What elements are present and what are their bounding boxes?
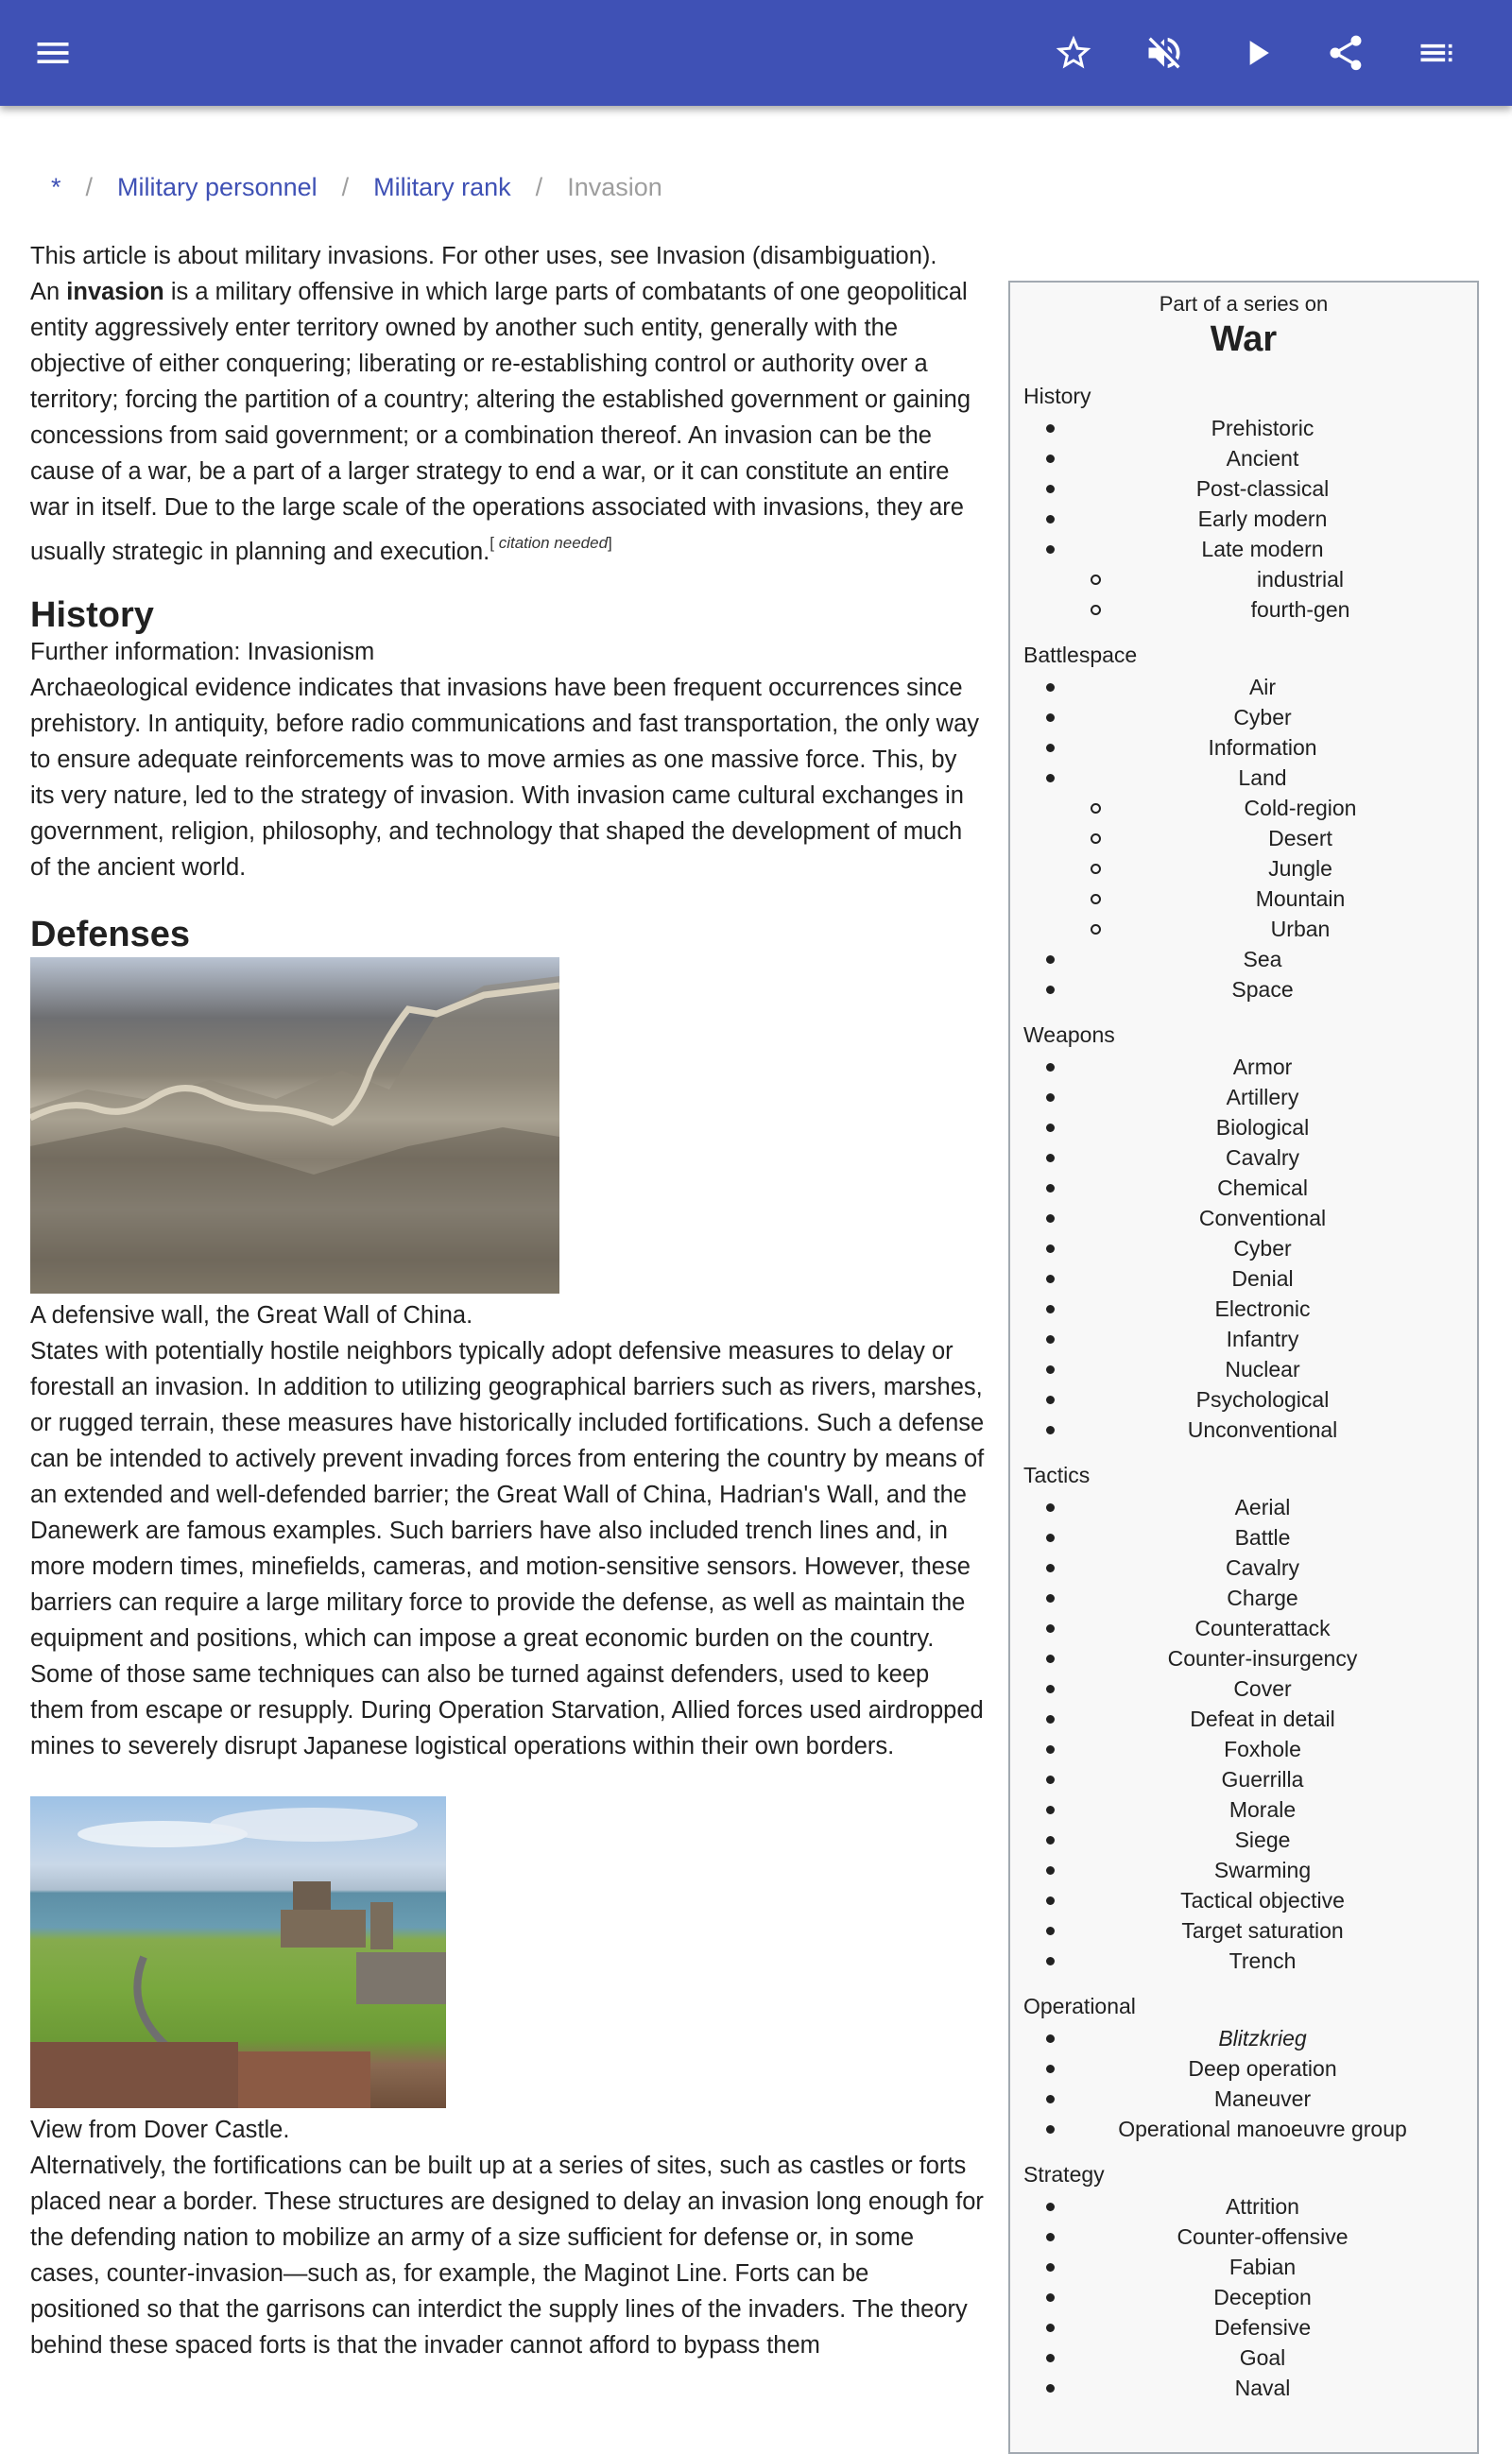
sidebar-subitem[interactable]: Cold-region <box>1010 793 1477 823</box>
sidebar-section-battlespace <box>1010 638 1477 1004</box>
dover-castle-image[interactable] <box>30 1796 446 2108</box>
sidebar-item[interactable]: Blitzkrieg <box>1010 2023 1477 2053</box>
share-button[interactable] <box>1323 30 1368 76</box>
sidebar-section-history <box>1010 379 1477 625</box>
sidebar-item[interactable]: Operational manoeuvre group <box>1010 2114 1477 2144</box>
sidebar-item[interactable]: Air <box>1010 672 1477 702</box>
sidebar-item[interactable]: Defeat in detail <box>1010 1704 1477 1734</box>
sidebar-section-tactics <box>1010 1458 1477 1976</box>
sidebar-item[interactable]: Guerrilla <box>1010 1764 1477 1794</box>
sidebar-item[interactable]: Maneuver <box>1010 2084 1477 2114</box>
sidebar-subitem[interactable]: fourth-gen <box>1010 594 1477 625</box>
sidebar-heading: History <box>1023 384 1091 408</box>
menu-button[interactable] <box>30 30 76 76</box>
sidebar-list <box>1010 2191 1477 2403</box>
great-wall-image[interactable] <box>30 957 559 1294</box>
sidebar-item[interactable]: Swarming <box>1010 1855 1477 1885</box>
sidebar-item[interactable]: Charge <box>1010 1583 1477 1613</box>
sidebar-list <box>1010 2023 1477 2144</box>
hatnote[interactable]: This article is about military invasions. For other uses, see Invasion (disambiguation). <box>30 243 937 269</box>
section-heading-defenses: Defenses <box>30 915 190 954</box>
bookmark-button[interactable] <box>1051 30 1096 76</box>
play-button[interactable] <box>1234 30 1280 76</box>
sidebar-heading: Operational <box>1023 1994 1136 2018</box>
sidebar-heading: Weapons <box>1023 1022 1115 1047</box>
defenses-paragraph-2: Alternatively, the fortifications can be built up at a series of sites, such as castles or forts placed near a border. These structures are designed to delay an invasion long enough for the defending nation to mobilize an army of a size sufficient for defense or, in some cases, counter-invasion—such as, for example, the Maginot Line. Forts can be positioned so that the garrisons can interdict the supply lines of the invaders. The theory behind these spaced forts is that the invader cannot afford to bypass them <box>30 2153 984 2359</box>
sidebar-item[interactable]: Late modern <box>1010 534 1477 564</box>
breadcrumb-military-rank[interactable]: Military rank <box>373 173 511 201</box>
citation-bracket: ] <box>608 534 612 552</box>
sidebar-list <box>1010 672 1477 1004</box>
citation-needed[interactable] <box>490 534 612 552</box>
sidebar-subitem[interactable]: Urban <box>1010 914 1477 944</box>
sidebar-item[interactable]: Siege <box>1010 1825 1477 1855</box>
sidebar-item[interactable]: Deep operation <box>1010 2053 1477 2084</box>
sidebar-item[interactable]: Post-classical <box>1010 473 1477 504</box>
sidebar-list <box>1010 1052 1477 1445</box>
sidebar-item[interactable]: Naval <box>1010 2373 1477 2403</box>
sidebar-item[interactable]: Foxhole <box>1010 1734 1477 1764</box>
sidebar-item[interactable]: Electronic <box>1010 1294 1477 1324</box>
section-heading-history: History <box>30 595 154 635</box>
intro-text: An <box>30 279 67 305</box>
sidebar-item[interactable]: Chemical <box>1010 1173 1477 1203</box>
sidebar-item[interactable]: Aerial <box>1010 1492 1477 1522</box>
menu-icon <box>32 32 74 74</box>
sidebar-heading: Battlespace <box>1023 643 1138 667</box>
sidebar-section-operational <box>1010 1989 1477 2144</box>
war-series-sidebar <box>1008 281 1479 2454</box>
play-icon <box>1236 32 1278 74</box>
further-information-link[interactable]: Further information: Invasionism <box>30 639 375 665</box>
sidebar-item[interactable]: Conventional <box>1010 1203 1477 1233</box>
breadcrumb-separator: / <box>341 173 350 201</box>
sidebar-heading: Strategy <box>1023 2162 1105 2187</box>
sidebar-item[interactable]: Unconventional <box>1010 1415 1477 1445</box>
sidebar-section-weapons <box>1010 1018 1477 1445</box>
sidebar-item[interactable]: Infantry <box>1010 1324 1477 1354</box>
breadcrumb-separator: / <box>535 173 543 201</box>
defenses-paragraph-1: States with potentially hostile neighbors typically adopt defensive measures to delay or forestall an invasion. In addition to utilizing geographical barriers such as rivers, marshes, or rugged terrain, these measures have historically included fortifications. Such a defense can be intended to actively prevent invading forces from entering the country by means of an extended and well-defended barrier; the Great Wall of China, Hadrian's Wall, and the Danewerk are famous examples. Such barriers have also included trench lines and, in more modern times, minefields, cameras, and motion-sensitive sensors. However, these barriers can require a large military force to provide the defense, as well as maintain the equipment and positions, which can impose a great economic burden on the country. Some of those same techniques can also be turned against defenders, used to keep them from escape or resupply. During Operation Starvation, Allied forces used airdropped mines to severely disrupt Japanese logistical operations within their own borders. <box>30 1338 985 1759</box>
sidebar-item[interactable]: Goal <box>1010 2342 1477 2373</box>
sidebar-item[interactable]: Space <box>1010 974 1477 1004</box>
sidebar-pretitle: Part of a series on <box>1159 292 1329 316</box>
sidebar-heading: Tactics <box>1023 1463 1091 1487</box>
mute-icon <box>1143 32 1185 74</box>
sidebar-section-strategy <box>1010 2157 1477 2403</box>
toc-icon <box>1416 32 1457 74</box>
sidebar-item[interactable]: Ancient <box>1010 443 1477 473</box>
sidebar-item[interactable]: Fabian <box>1010 2252 1477 2282</box>
sidebar-item[interactable]: Deception <box>1010 2282 1477 2312</box>
sidebar-item[interactable]: Prehistoric <box>1010 413 1477 443</box>
app-bar <box>0 0 1512 106</box>
sidebar-item[interactable]: Cavalry <box>1010 1142 1477 1173</box>
sidebar-item[interactable]: Tactical objective <box>1010 1885 1477 1915</box>
dover-castle-illustration <box>30 1796 446 2108</box>
intro-text: is a military offensive in which large parts of combatants of one geopolitical entity aggressively enter territory owned by another such entity, generally with the objective of either conquering; liberating or re-establishing control or authority over a territory; forcing the partition of a country; altering the established government or gaining concessions from said government; or a combination thereof. An invasion can be the cause of a war, be a part of a larger strategy to end a war, or it can constitute an entire war in itself. Due to the large scale of the operations associated with invasions, they are usually strategic in planning and execution. <box>30 279 971 565</box>
citation-text: citation needed <box>498 534 609 552</box>
dover-castle-caption: View from Dover Castle. <box>30 2117 290 2143</box>
sidebar-item[interactable]: Battle <box>1010 1522 1477 1553</box>
sidebar-item[interactable]: Counter-insurgency <box>1010 1643 1477 1673</box>
sidebar-item[interactable]: Early modern <box>1010 504 1477 534</box>
sidebar-item[interactable]: Information <box>1010 732 1477 763</box>
citation-bracket: [ <box>490 534 494 552</box>
sidebar-item[interactable]: Psychological <box>1010 1384 1477 1415</box>
great-wall-illustration <box>30 957 559 1294</box>
sidebar-item[interactable]: Morale <box>1010 1794 1477 1825</box>
sidebar-subitem[interactable]: Desert <box>1010 823 1477 853</box>
sidebar-item[interactable]: Sea <box>1010 944 1477 974</box>
sidebar-item[interactable]: Defensive <box>1010 2312 1477 2342</box>
breadcrumb-home[interactable]: * <box>51 173 61 201</box>
great-wall-caption: A defensive wall, the Great Wall of China. <box>30 1302 473 1329</box>
sidebar-item[interactable]: Counter-offensive <box>1010 2222 1477 2252</box>
sidebar-item[interactable]: Biological <box>1010 1112 1477 1142</box>
intro-bold-term: invasion <box>66 279 164 305</box>
sidebar-item[interactable]: Target saturation <box>1010 1915 1477 1946</box>
sidebar-item[interactable]: Attrition <box>1010 2191 1477 2222</box>
table-of-contents-button[interactable] <box>1414 30 1459 76</box>
sidebar-item[interactable]: Denial <box>1010 1263 1477 1294</box>
sidebar-subitem[interactable]: Mountain <box>1010 884 1477 914</box>
sidebar-item[interactable]: Nuclear <box>1010 1354 1477 1384</box>
breadcrumb-military-personnel[interactable]: Military personnel <box>117 173 318 201</box>
intro-paragraph <box>30 274 985 570</box>
sidebar-list <box>1010 413 1477 625</box>
article-body <box>30 238 985 2363</box>
mute-button[interactable] <box>1142 30 1187 76</box>
sidebar-item[interactable]: Counterattack <box>1010 1613 1477 1643</box>
sidebar-item[interactable]: Cyber <box>1010 702 1477 732</box>
sidebar-subitem[interactable]: industrial <box>1010 564 1477 594</box>
sidebar-item[interactable]: Cyber <box>1010 1233 1477 1263</box>
sidebar-item[interactable]: Trench <box>1010 1946 1477 1976</box>
history-paragraph: Archaeological evidence indicates that invasions have been frequent occurrences since prehistory. In antiquity, before radio communications and fast transportation, the only way to ensure adequate reinforcements was to move armies as one massive force. This, by its very nature, led to the strategy of invasion. With invasion came cultural exchanges in government, religion, philosophy, and technology that shaped the development of much of the ancient world. <box>30 675 980 881</box>
sidebar-subitem[interactable]: Jungle <box>1010 853 1477 884</box>
sidebar-item[interactable]: Artillery <box>1010 1082 1477 1112</box>
sidebar-title[interactable]: War <box>1210 319 1278 359</box>
breadcrumb-separator: / <box>85 173 94 201</box>
sidebar-item[interactable]: Armor <box>1010 1052 1477 1082</box>
star-icon <box>1053 32 1094 74</box>
sidebar-item[interactable]: Land <box>1010 763 1477 793</box>
sidebar-item[interactable]: Cover <box>1010 1673 1477 1704</box>
breadcrumb <box>51 168 662 206</box>
sidebar-item[interactable]: Cavalry <box>1010 1553 1477 1583</box>
share-icon <box>1325 32 1366 74</box>
breadcrumb-current: Invasion <box>567 173 662 201</box>
sidebar-list <box>1010 1492 1477 1976</box>
